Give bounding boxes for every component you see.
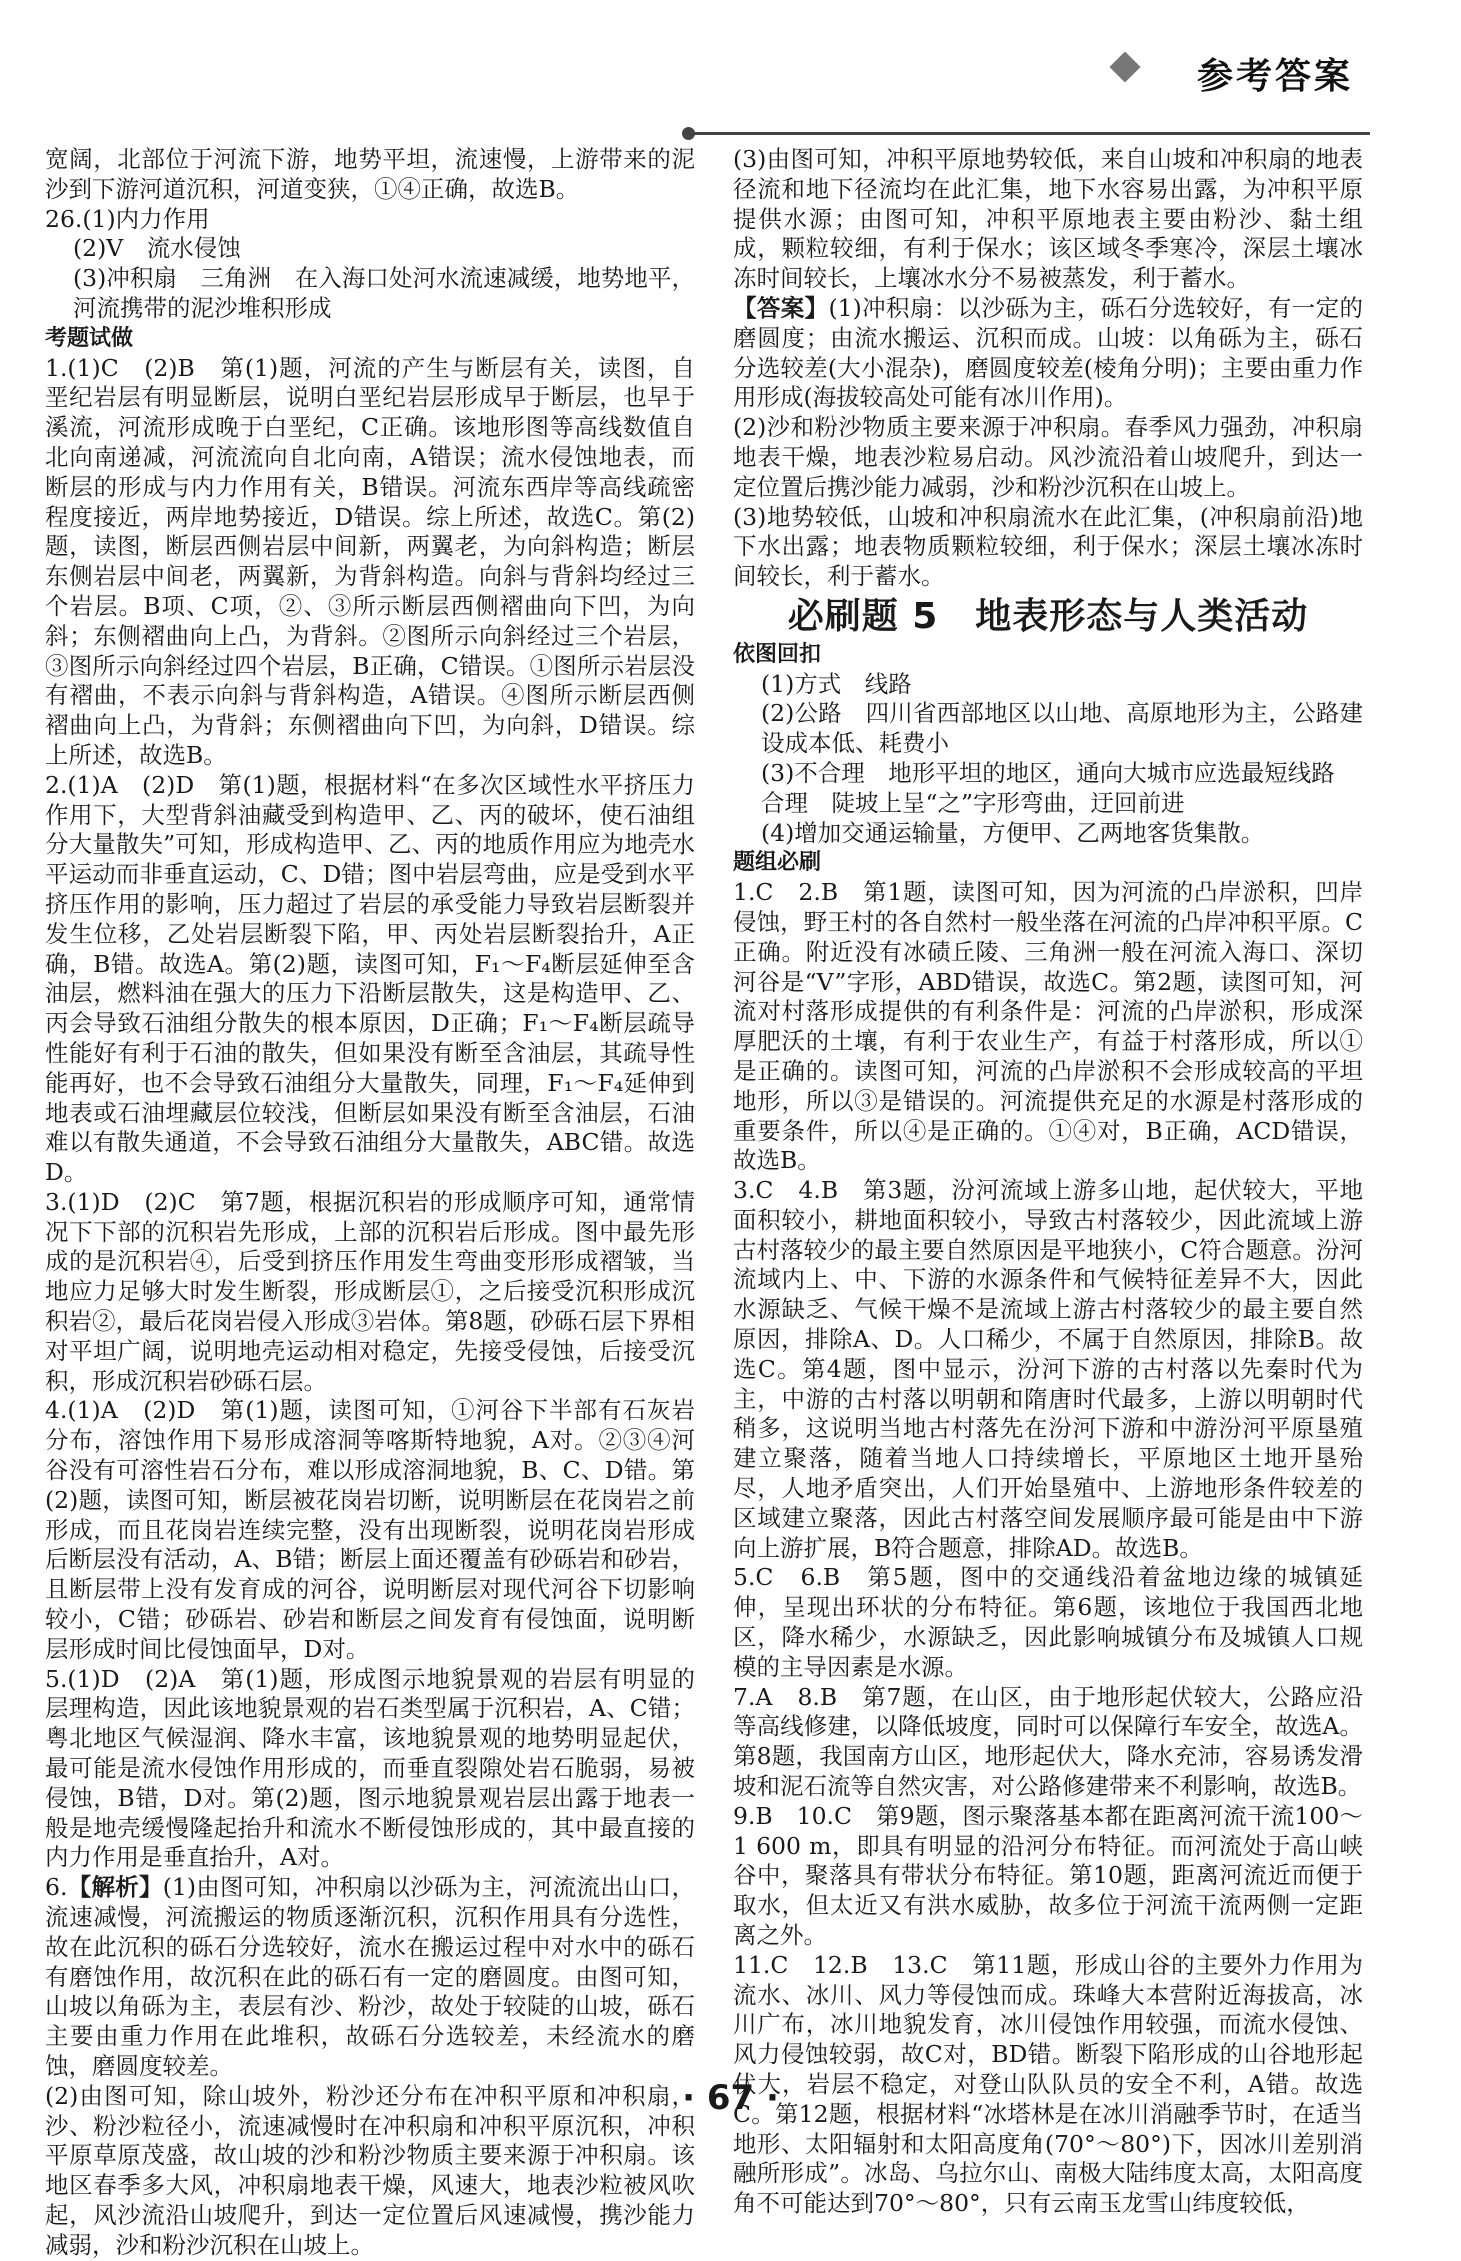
answer-part3: (3)地势较低，山坡和冲积扇流水在此汇集，(冲积扇前沿)地下水出露；地表物质颗粒较细，利于保水；深层土壤冰冻时间较长，利于蓄水。 bbox=[733, 502, 1363, 591]
answer-q5: 5.(1)D (2)A 第(1)题，形成图示地貌景观的岩层有明显的层理构造，因此该地貌景观的岩石类型属于沉积岩，A、C错；粤北地区气候湿润、降水丰富，该地貌景观的地势明显起伏，最可能是流水侵蚀作用形成的，而垂直裂隙处岩石脆弱，易被侵蚀，B错，D对。第(2)题，图示地貌景观岩层出露于地表一般是地壳缓慢隆起抬升和流水不断侵蚀形成的，其中最直接的内力作用是垂直抬升，A对。 bbox=[45, 1664, 695, 1872]
diamond-icon bbox=[1109, 51, 1140, 82]
answer-part2: (2)沙和粉沙物质主要来源于冲积扇。春季风力强劲，冲积扇地表干燥，地表沙粒易启动。风沙流沿着山坡爬升，到达一定位置后携沙能力减弱，沙和粉沙沉积在山坡上。 bbox=[733, 413, 1363, 501]
q6-number: 6. bbox=[45, 1873, 68, 1902]
answer-label: 【答案】 bbox=[733, 293, 829, 322]
section-heading-review: 依图回扣 bbox=[733, 641, 822, 667]
q26-part1: 26.(1)内力作用 bbox=[45, 204, 210, 233]
q26-part3: (3)冲积扇 三角洲 在入海口处河水流速减缓，地势地平，河流携带的泥沙堆积形成 bbox=[73, 264, 695, 322]
answer-q1: 1.(1)C (2)B 第(1)题，河流的产生与断层有关，读图，自垩纪岩层有明显断层，说明白垩纪岩层形成早于断层，也早于溪流，河流形成晚于白垩纪，C正确。该地形图等高线数值自北向南递减，河流流向自北向南，A错误；流水侵蚀地表，而断层的形成与内力作用有关，B错误。河流东西岸等高线疏密程度接近，两岸地势接近，D错误。综上所述，故选C。第(2)题，读图，断层西侧岩层中间新，两翼老，为向斜构造；断层东侧岩层中间老，两翼新，为背斜构造。向斜与背斜均经过三个岩层。B项、C项，②、③所示断层西侧褶曲向下凹，为向斜；东侧褶曲向上凸，为背斜。②图所示向斜经过三个岩层，③图所示向斜经过四个岩层，B正确，C错误。①图所示岩层没有褶曲，不表示向斜与背斜构造，A错误。④图所示断层西侧褶曲向上凸，为背斜；东侧褶曲向下凹，为向斜，D错误。综上所述，故选B。 bbox=[45, 353, 695, 769]
q6-analysis-1: (1)由图可知，冲积扇以沙砾为主，河流流出山口，流速减慢，河流搬运的物质逐渐沉积，沉积作用具有分选性，故在此沉积的砾石分选较好，流水在搬运过程中对水中的砾石有磨蚀作用，故沉积在此的砾石有一定的磨圆度。由图可知，山坡以角砾为主，表层有沙、粉沙，故处于较陡的山坡，砾石主要由重力作用在此堆积，故砾石分选较差，未经流水的磨蚀，磨圆度较差。 bbox=[45, 1873, 695, 2080]
page-number: · 67 · bbox=[682, 2078, 779, 2118]
page-header bbox=[0, 0, 1461, 140]
intro-text: 宽阔，北部位于河流下游，地势平坦，流速慢，上游带来的泥沙到下游河道沉积，河道变狭，①④正确，故选B。 bbox=[45, 145, 695, 203]
review-3b: 合理 陡坡上呈“之”字形弯曲，迂回前进 bbox=[761, 788, 1185, 817]
q26-part2: (2)V 流水侵蚀 bbox=[73, 234, 241, 263]
section-heading-exam: 考题试做 bbox=[45, 325, 134, 351]
answer-part1: (1)冲积扇：以沙砾为主，砾石分选较好，有一定的磨圆度；由流水搬运、沉积而成。山坡：以角砾为主，砾石分选较差(大小混杂)，磨圆度较差(棱角分明)；主要由重力作用形成(海拔较高处可能有冰川作用)。 bbox=[733, 293, 1364, 412]
review-4: (4)增加交通运输量，方便甲、乙两地客货集散。 bbox=[761, 818, 1265, 847]
header-title: 参考答案 bbox=[1196, 56, 1353, 97]
answer-q4: 4.(1)A (2)D 第(1)题，读图可知，①河谷下半部有石灰岩分布，溶蚀作用下易形成溶洞等喀斯特地貌，A对。②③④河谷没有可溶性岩石分布，难以形成溶洞地貌，B、C、D错。第(2)题，读图可知，断层被花岗岩切断，说明断层在花岗岩之前形成，而且花岗岩连续完整，没有出现断裂，说明花岗岩形成后断层没有活动，A、B错；断层上面还覆盖有砂砾岩和砂岩，且断层带上没有发育成的河谷，说明断层对现代河谷下切影响较小，C错；砂砾岩、砂岩和断层之间发育有侵蚀面，说明断层形成时间比侵蚀面早，D对。 bbox=[45, 1396, 695, 1663]
answer-q2: 2.(1)A (2)D 第(1)题，根据材料“在多次区域性水平挤压力作用下，大型背斜油藏受到构造甲、乙、丙的破坏，使石油组分大量散失”可知，形成构造甲、乙、丙的地质作用应为地壳水平运动而非垂直运动，C、D错；图中岩层弯曲，应是受到水平挤压作用的影响，压力超过了岩层的承受能力导致岩层断裂并发生位移，乙处岩层断裂下陷，甲、丙处岩层断裂抬升，A正确，B错。故选A。第(2)题，读图可知，F₁～F₄断层延伸至含油层，燃料油在强大的压力下沿断层散失，这是构造甲、乙、丙会导致石油组分散失的根本原因，D正确；F₁～F₄断层疏导性能好有利于石油的散失，但如果没有断至含油层，其疏导性能再好，也不会导致石油组分大量散失，同理，F₁～F₄延伸到地表或石油埋藏层位较浅，但断层如果没有断至含油层，石油难以有散失通道，不会导致石油组分大量散失，ABC错。故选D。 bbox=[45, 770, 695, 1187]
answer-q3: 3.(1)D (2)C 第7题，根据沉积岩的形成顺序可知，通常情况下下部的沉积岩先形成，上部的沉积岩后形成。图中最先形成的是沉积岩④，后受到挤压作用发生弯曲变形形成褶皱，当地应力足够大时发生断裂，形成断层①，之后接受沉积形成沉积岩②，最后花岗岩侵入形成③岩体。第8题，砂砾石层下界相对平坦广阔，说明地壳运动相对稳定，先接受侵蚀，后接受沉积，形成沉积岩砂砾石层。 bbox=[45, 1187, 695, 1395]
analysis-label: 【解析】 bbox=[67, 1873, 163, 1902]
drill-9-10: 9.B 10.C 第9题，图示聚落基本都在距离河流干流100～1 600 m，即具有明显的沿河分布特征。而河流处于高山峡谷中，聚落具有带状分布特征。第10题，距离河流近而便于取水，但太近又有洪水威胁，故多位于河流干流两侧一定距离之外。 bbox=[733, 1801, 1363, 1950]
right-column bbox=[733, 145, 1363, 2219]
chapter-title: 必刷题 5 地表形态与人类活动 bbox=[787, 595, 1309, 637]
review-2: (2)公路 四川省西部地区以山地、高原地形为主，公路建设成本低、耗费小 bbox=[761, 699, 1363, 758]
drill-5-6: 5.C 6.B 第5题，图中的交通线沿着盆地边缘的城镇延伸，呈现出环状的分布特征。第6题，该地位于我国西北地区，降水稀少，水源缺乏，因此影响城镇分布及城镇人口规模的主导因素是水源。 bbox=[733, 1563, 1363, 1681]
drill-1-2: 1.C 2.B 第1题，读图可知，因为河流的凸岸淤积，凹岸侵蚀，野王村的各自然村一般坐落在河流的凸岸冲积平原。C正确。附近没有冰碛丘陵、三角洲一般在河流入海口、深切河谷是“V”字形，ABD错误，故选C。第2题，读图可知，河流对村落形成提供的有利条件是：河流的凸岸淤积，形成深厚肥沃的土壤，有利于农业生产，有益于村落形成，所以①是正确的。读图可知，河流的凸岸淤积不会形成较高的平坦地形，所以③是错误的。河流提供充足的水源是村落形成的重要条件，所以④是正确的。①④对，B正确，ACD错误，故选B。 bbox=[733, 878, 1363, 1175]
answer-q6 bbox=[45, 1873, 695, 2082]
left-column bbox=[45, 145, 695, 2261]
drill-7-8: 7.A 8.B 第7题，在山区，由于地形起伏较大，公路应沿等高线修建，以降低坡度，同时可以保障行车安全，故选A。第8题，我国南方山区，地形起伏大，降水充沛，容易诱发滑坡和泥石流等自然灾害，对公路修建带来不利影响，故选B。 bbox=[733, 1682, 1363, 1801]
review-1: (1)方式 线路 bbox=[761, 669, 912, 698]
q6-analysis-3: (3)由图可知，冲积平原地势较低，来自山坡和冲积扇的地表径流和地下径流均在此汇集，地下水容易出露，为冲积平原提供水源；由图可知，冲积平原地表主要由粉沙、黏土组成，颗粒较细，有利于保水；该区域冬季寒冷，深层土壤冰冻时间较长，上壤冰水分不易被蒸发，利于蓄水。 bbox=[733, 145, 1363, 293]
header-rule bbox=[690, 132, 1370, 135]
review-3a: (3)不合理 地形平坦的地区，通向大城市应选最短线路 bbox=[761, 758, 1335, 787]
drill-11-13: 11.C 12.B 13.C 第11题，形成山谷的主要外力作用为流水、冰川、风力等侵蚀而成。珠峰大本营附近海拔高，冰川广布，冰川地貌发育，冰川侵蚀作用较强，而流水侵蚀、风力侵蚀较弱，故C对，BD错。断裂下陷形成的山谷地形起伏大，岩层不稳定，对登山队队员的安全不利，A错。故选C。第12题，根据材料“冰塔林是在冰川消融季节时，在适当地形、太阳辐射和太阳高度角(70°～80°)下，因冰川差别消融所形成”。冰岛、乌拉尔山、南极大陆纬度太高，太阳高度角不可能达到70°～80°，只有云南玉龙雪山纬度较低， bbox=[733, 1950, 1363, 2218]
q6-analysis-2: (2)由图可知，除山坡外，粉沙还分布在冲积平原和冲积扇，沙、粉沙粒径小，流速减慢时在冲积扇和冲积平原沉积，冲积平原草原茂盛，故山坡的沙和粉沙物质主要来源于冲积扇。该地区春季多大风，冲积扇地表干燥，风速大，地表沙粒被风吹起，风沙流沿山坡爬升，到达一定位置后风速减慢，携沙能力减弱，沙和粉沙沉积在山坡上。 bbox=[45, 2081, 695, 2259]
drill-3-4: 3.C 4.B 第3题，汾河流域上游多山地，起伏较大，平地面积较小，耕地面积较小，导致古村落较少，因此流域上游古村落较少的最主要自然原因是平地狭小，C符合题意。汾河流域内上、中、下游的水源条件和气候特征差异不大，因此水源缺乏、气候干燥不是流域上游古村落较少的最主要自然原因，排除A、D。人口稀少，不属于自然原因，排除B。故选C。第4题，图中显示，汾河下游的古村落以先秦时代为主，中游的古村落以明朝和隋唐时代最多，上游以明朝时代稍多，这说明当地古村落先在汾河下游和中游汾河平原垦殖建立聚落，随着当地人口持续增长，平原地区土地开垦殆尽，人地矛盾突出，人们开始垦殖中、上游地形条件较差的区域建立聚落，因此古村落空间发展顺序最可能是由中下游向上游扩展，B符合题意，排除AD。故选B。 bbox=[733, 1176, 1363, 1562]
section-heading-drill: 题组必刷 bbox=[733, 850, 822, 876]
